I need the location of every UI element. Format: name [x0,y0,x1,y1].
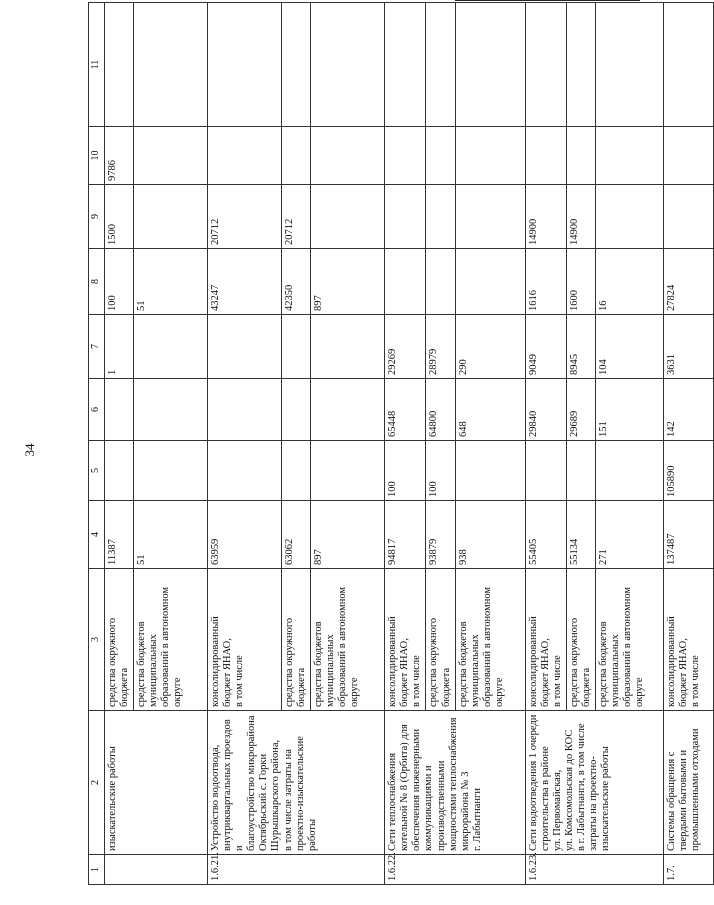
amount-cell [595,3,663,127]
item-name-cell: Сети водоотведения 1 очереди строительства в районе ул. Первомайская, ул. Комсомольская до КОС в г. Лабытнанги, в том числе затраты на проектно- изыскательские работы [525,711,663,855]
amount-cell: 94817 [385,501,426,569]
column-number: 5 [89,441,105,501]
amount-cell: 55405 [525,501,566,569]
amount-cell [134,315,208,379]
amount-cell: 104 [595,315,663,379]
amount-cell [426,185,455,249]
item-name-cell: Сети теплоснабжения котельной № 8 (Орбита) для обеспечения инженерными коммуникациями и производственными мощностями теплоснабжения микрорайона № 3 г. Лабытнанги [385,711,525,855]
rotated-table-container [88,23,701,885]
amount-cell [595,127,663,185]
amount-cell: 93879 [426,501,455,569]
amount-cell: 55134 [566,501,595,569]
amount-cell: 142 [663,379,713,441]
amount-cell: 897 [311,249,385,315]
amount-cell: 20712 [282,185,311,249]
amount-cell [105,441,134,501]
amount-cell [455,3,525,127]
amount-cell: 14900 [566,185,595,249]
amount-cell [105,379,134,441]
budget-table [88,2,714,885]
amount-cell [595,441,663,501]
amount-cell: 648 [455,379,525,441]
funding-source-cell: консолидированный бюджет ЯНАО, в том числе [208,569,282,711]
amount-cell: 3631 [663,315,713,379]
amount-cell [311,127,385,185]
amount-cell: 897 [311,501,385,569]
funding-source-cell: средства бюджетов муниципальных образований в автономном округе [455,569,525,711]
funding-source-cell: средства окружного бюджета [426,569,455,711]
column-number: 10 [89,127,105,185]
amount-cell [663,127,713,185]
item-number-cell: 1.6.21. [208,855,385,885]
amount-cell: 1616 [525,249,566,315]
amount-cell: 65448 [385,379,426,441]
amount-cell [311,315,385,379]
amount-cell [566,127,595,185]
amount-cell [208,315,282,379]
amount-cell [525,127,566,185]
funding-source-cell: средства бюджетов муниципальных образований в автономном округе [595,569,663,711]
amount-cell: 9049 [525,315,566,379]
column-number: 11 [89,3,105,127]
amount-cell: 42350 [282,249,311,315]
amount-cell: 64800 [426,379,455,441]
amount-cell [208,3,282,127]
amount-cell [134,379,208,441]
item-name-cell: Устройство водоотвода, внутриквартальных проездов и благоустройство микрорайона Октябрьский с. Горки Шурышкарского района, в том числе затраты на проектно-изыскательские работы [208,711,385,855]
column-number-row [89,3,105,885]
amount-cell [385,249,426,315]
amount-cell: 290 [455,315,525,379]
funding-source-cell: консолидированный бюджет ЯНАО, в том числе [385,569,426,711]
amount-cell [595,185,663,249]
funding-source-cell: консолидированный бюджет ЯНАО, в том числе [663,569,713,711]
amount-cell [208,127,282,185]
amount-cell [134,3,208,127]
amount-cell: 1 [105,315,134,379]
amount-cell [385,185,426,249]
amount-cell: 51 [134,501,208,569]
amount-cell [311,379,385,441]
amount-cell [282,127,311,185]
amount-cell: 100 [105,249,134,315]
column-number: 3 [89,569,105,711]
amount-cell: 1500 [105,185,134,249]
item-number-cell: 1.6.23. [525,855,663,885]
table-row [208,3,282,885]
funding-source-cell: средства окружного бюджета [282,569,311,711]
item-number-cell [105,855,208,885]
amount-cell: 1600 [566,249,595,315]
table-row [663,3,713,885]
amount-cell [426,127,455,185]
amount-cell: 63062 [282,501,311,569]
amount-cell [208,441,282,501]
funding-source-cell: консолидированный бюджет ЯНАО, в том числе [525,569,566,711]
amount-cell [282,315,311,379]
amount-cell [385,127,426,185]
amount-cell [134,185,208,249]
amount-cell: 29689 [566,379,595,441]
amount-cell [134,127,208,185]
funding-source-cell: средства окружного бюджета [566,569,595,711]
amount-cell: 43247 [208,249,282,315]
amount-cell: 27824 [663,249,713,315]
amount-cell [426,3,455,127]
amount-cell: 29840 [525,379,566,441]
amount-cell [455,127,525,185]
column-number: 8 [89,249,105,315]
amount-cell [385,3,426,127]
amount-cell: 151 [595,379,663,441]
funding-source-cell: средства бюджетов муниципальных образований в автономном округе [311,569,385,711]
amount-cell [282,441,311,501]
amount-cell: 63959 [208,501,282,569]
item-name-cell: изыскательские работы [105,711,208,855]
amount-cell [525,3,566,127]
column-number: 6 [89,379,105,441]
amount-cell: 28979 [426,315,455,379]
funding-source-cell: средства бюджетов муниципальных образований в автономном округе [134,569,208,711]
column-number: 7 [89,315,105,379]
amount-cell: 938 [455,501,525,569]
table-row [385,3,426,885]
amount-cell [311,185,385,249]
amount-cell [525,441,566,501]
amount-cell: 137487 [663,501,713,569]
amount-cell: 20712 [208,185,282,249]
column-number: 9 [89,185,105,249]
funding-source-cell: средства окружного бюджета [105,569,134,711]
amount-cell: 29269 [385,315,426,379]
amount-cell [663,185,713,249]
column-number: 4 [89,501,105,569]
amount-cell: 51 [134,249,208,315]
amount-cell [566,3,595,127]
item-number-cell: 1.7. [663,855,713,885]
amount-cell [311,3,385,127]
amount-cell [426,249,455,315]
amount-cell: 14900 [525,185,566,249]
amount-cell [455,185,525,249]
amount-cell [105,3,134,127]
amount-cell: 11387 [105,501,134,569]
amount-cell [311,441,385,501]
amount-cell: 16 [595,249,663,315]
amount-cell [455,441,525,501]
amount-cell [282,379,311,441]
amount-cell: 100 [385,441,426,501]
amount-cell [134,441,208,501]
item-name-cell: Системы обращения с твердыми бытовыми и промышленными отходами [663,711,713,855]
amount-cell [566,441,595,501]
page-number: 34 [22,443,37,457]
amount-cell [208,379,282,441]
item-number-cell: 1.6.22. [385,855,525,885]
amount-cell: 271 [595,501,663,569]
amount-cell [282,3,311,127]
table-row [525,3,566,885]
table-row [105,3,134,885]
amount-cell [663,3,713,127]
amount-cell: 9786 [105,127,134,185]
amount-cell [455,249,525,315]
column-number: 1 [89,855,105,885]
amount-cell: 105890 [663,441,713,501]
amount-cell: 100 [426,441,455,501]
amount-cell: 8945 [566,315,595,379]
column-number: 2 [89,711,105,855]
